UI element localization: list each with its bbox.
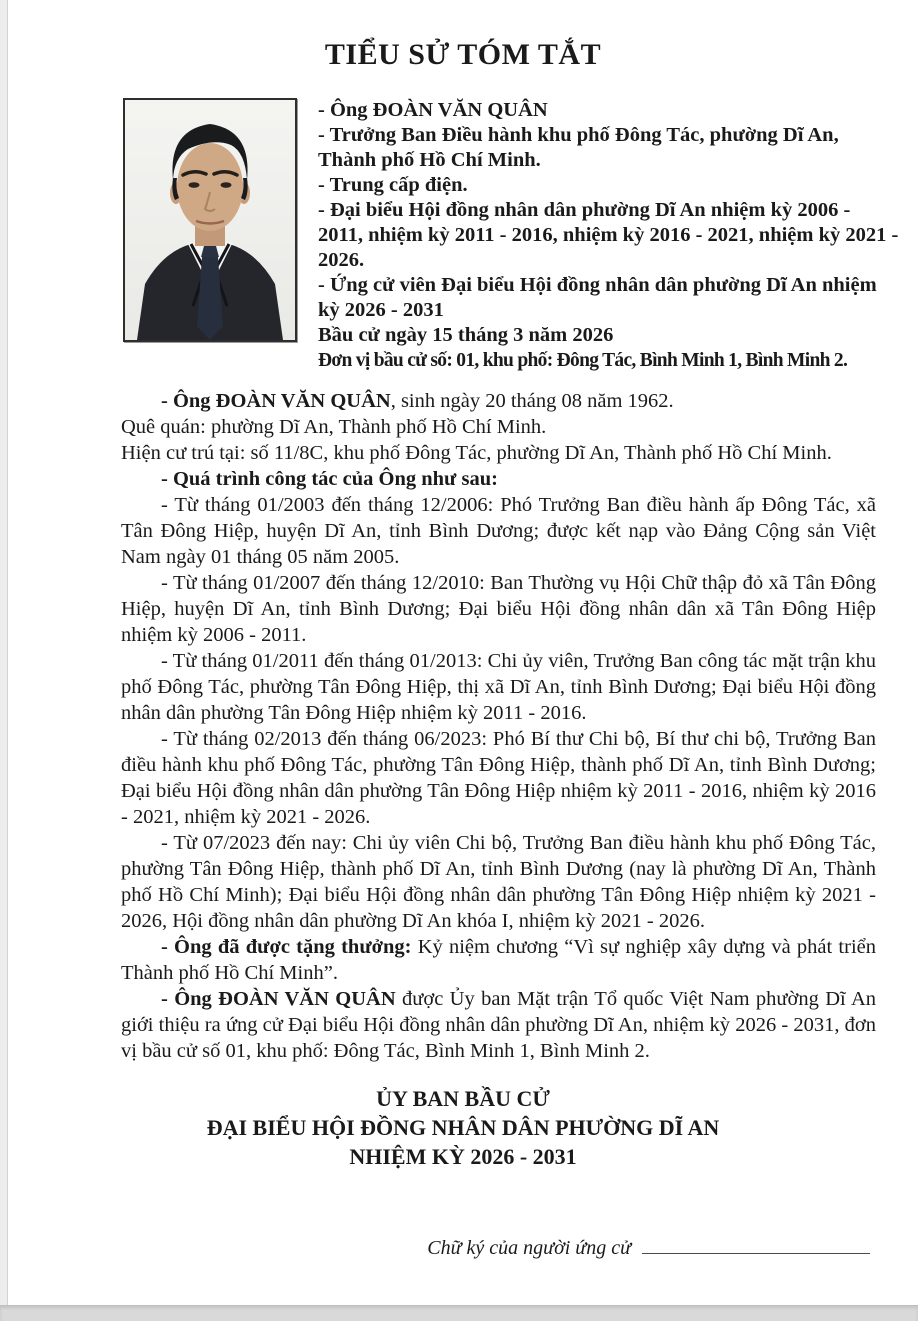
signature-label: Chữ ký của người ứng cử — [427, 1237, 631, 1259]
bio-paragraph: Quê quán: phường Dĩ An, Thành phố Hồ Chí Minh. — [121, 416, 547, 438]
bio-paragraph: - Từ tháng 02/2013 đến tháng 06/2023: Phó Bí thư Chi bộ, Bí thư chi bộ, Trưởng Ban điều hành khu phố Đông Tác, phường Tân Đông Hiệp, thành phố Dĩ An, tỉnh Bình Dương; Đại biểu Hội đồng nhân dân phường Tân Đông Hiệp nhiệm kỳ 2011 - 2016, nhiệm kỳ 2016 - 2021, nhiệm kỳ 2021 - 2026. — [121, 728, 876, 828]
summary-line: - Trưởng Ban Điều hành khu phố Đông Tác, phường Dĩ An, Thành phố Hồ Chí Minh. — [318, 124, 839, 171]
bio-paragraph — [121, 466, 876, 492]
bio-paragraph: - Ông đã được tặng thưởng: Kỷ niệm chương “Vì sự nghiệp xây dựng và phát triển Thành phố Hồ Chí Minh”. — [121, 936, 876, 984]
scan-edge-left — [0, 0, 8, 1321]
bio-paragraph-lead: - Ông ĐOÀN VĂN QUÂN — [161, 390, 391, 412]
footer-council-line: ĐẠI BIỂU HỘI ĐỒNG NHÂN DÂN PHƯỜNG DĨ AN — [206, 1115, 720, 1140]
candidate-photo — [123, 98, 297, 342]
footer-committee-line: ỦY BAN BẦU CỬ — [376, 1086, 550, 1111]
biography-section — [121, 388, 876, 1064]
bio-paragraph: Hiện cư trú tại: số 11/8C, khu phố Đông Tác, phường Dĩ An, Thành phố Hồ Chí Minh. — [121, 442, 832, 464]
portrait-image — [125, 100, 295, 340]
bio-paragraph-lead: - Ông đã được tặng thưởng: — [161, 936, 412, 958]
summary-line: - Đại biểu Hội đồng nhân dân phường Dĩ An nhiệm kỳ 2006 - 2011, nhiệm kỳ 2011 - 2016, nhiệm kỳ 2016 - 2021, nhiệm kỳ 2021 - 2026. — [318, 199, 899, 271]
bio-paragraph: - Từ tháng 01/2003 đến tháng 12/2006: Phó Trưởng Ban điều hành ấp Đông Tác, xã Tân Đông Hiệp, huyện Dĩ An, tỉnh Bình Dương; được kết nạp vào Đảng Cộng sản Việt Nam ngày 01 tháng 05 năm 2005. — [121, 494, 876, 568]
summary-line: - Trung cấp điện. — [318, 174, 468, 196]
page-title: TIỂU SỬ TÓM TẮT — [324, 38, 602, 71]
signature-line — [642, 1233, 870, 1254]
signature-row — [427, 1233, 870, 1260]
scan-edge-bottom — [0, 1305, 918, 1321]
summary-line: Đơn vị bầu cử số: 01, khu phố: Đông Tác, Bình Minh 1, Bình Minh 2. — [318, 350, 848, 371]
election-committee-block — [8, 1084, 918, 1171]
bio-paragraph: - Từ tháng 01/2011 đến tháng 01/2013: Chi ủy viên, Trưởng Ban công tác mặt trận khu phố Đông Tác, phường Tân Đông Hiệp, thị xã Dĩ An, tỉnh Bình Dương; Đại biểu Hội đồng nhân dân phường Tân Đông Hiệp nhiệm kỳ 2011 - 2016. — [121, 650, 876, 724]
candidate-summary — [318, 98, 900, 373]
bio-paragraph: - Ông ĐOÀN VĂN QUÂN được Ủy ban Mặt trận Tổ quốc Việt Nam phường Dĩ An giới thiệu ra ứng cử Đại biểu Hội đồng nhân dân phường Dĩ An, nhiệm kỳ 2026 - 2031, đơn vị bầu cử số 01, khu phố: Đông Tác, Bình Minh 1, Bình Minh 2. — [121, 988, 877, 1062]
bio-paragraph-lead: - Ông ĐOÀN VĂN QUÂN — [161, 988, 396, 1010]
footer-term-line: NHIỆM KỲ 2026 - 2031 — [349, 1144, 577, 1169]
bio-paragraph: - Từ tháng 01/2007 đến tháng 12/2010: Ban Thường vụ Hội Chữ thập đỏ xã Tân Đông Hiệp, huyện Dĩ An, tỉnh Bình Dương; Đại biểu Hội đồng nhân dân xã Tân Đông Hiệp nhiệm kỳ 2006 - 2011. — [121, 572, 876, 646]
document-page — [8, 0, 918, 1306]
candidate-header — [123, 98, 918, 373]
bio-paragraph: - Ông ĐOÀN VĂN QUÂN, sinh ngày 20 tháng 08 năm 1962. — [161, 390, 674, 412]
bio-paragraph-lead: - Quá trình công tác của Ông như sau: — [161, 468, 498, 490]
summary-line: - Ứng cử viên Đại biểu Hội đồng nhân dân phường Dĩ An nhiệm kỳ 2026 - 2031 — [318, 274, 877, 321]
summary-line: - Ông ĐOÀN VĂN QUÂN — [318, 99, 548, 121]
summary-line: Bầu cử ngày 15 tháng 3 năm 2026 — [318, 324, 614, 346]
bio-paragraph: - Từ 07/2023 đến nay: Chi ủy viên Chi bộ, Trưởng Ban điều hành khu phố Đông Tác, phường Tân Đông Hiệp, thành phố Dĩ An, tỉnh Bình Dương (nay là phường Dĩ An, Thành phố Hồ Chí Minh); Đại biểu Hội đồng nhân dân phường Tân Đông Hiệp nhiệm kỳ 2021 - 2026, Hội đồng nhân dân phường Dĩ An khóa I, nhiệm kỳ 2021 - 2026. — [121, 832, 876, 932]
